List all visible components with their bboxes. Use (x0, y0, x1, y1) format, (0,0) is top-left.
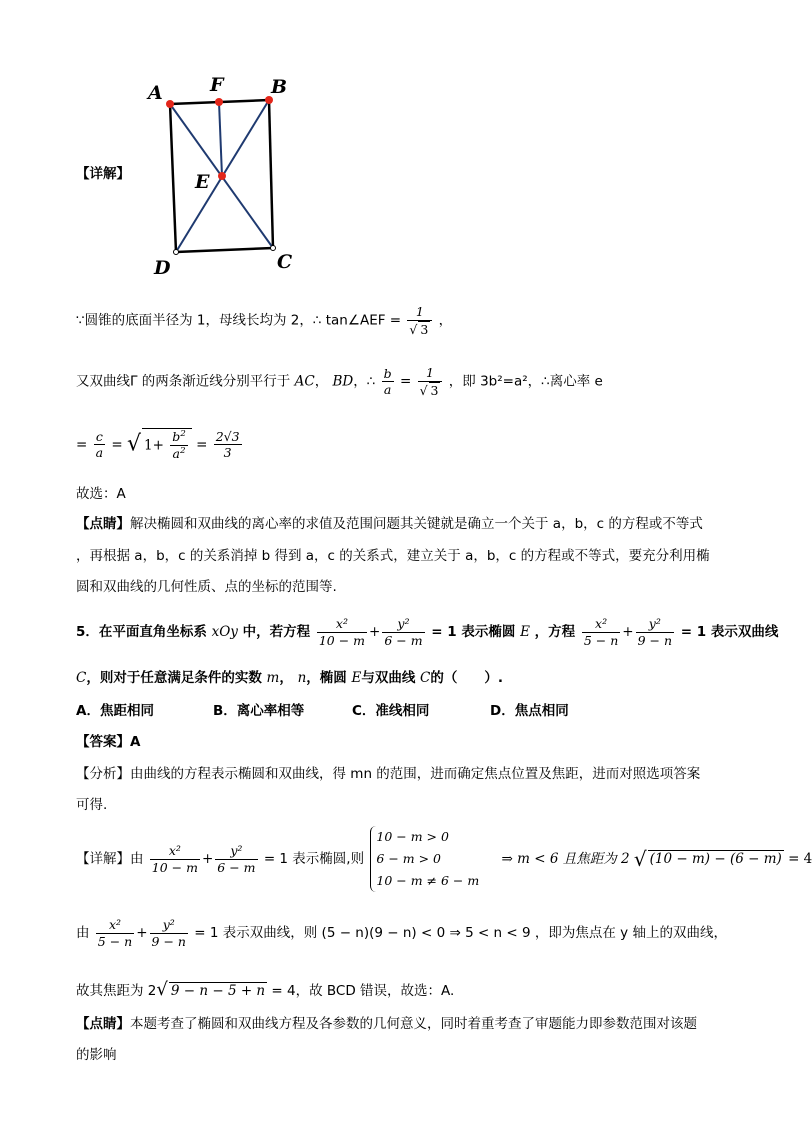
ecc-b: b (172, 429, 181, 445)
ecc-result (214, 429, 242, 461)
root3-num: 1 (426, 365, 434, 380)
comment-1-line1 (76, 516, 703, 532)
q5-frac1: $\frac{\text{x²}}{10 - m}$ (318, 616, 366, 648)
one-over-root3: $\frac{1}{√ 3}$ (418, 365, 443, 398)
label-c: C (277, 251, 293, 273)
tan-fraction: $\frac{1}{√ 3}$ (407, 304, 432, 337)
comment-1-text1: 解决椭圆和双曲线的离心率的求值及范围问题其关键就是确立一个关于 a，b，c 的方程或不等式 (130, 516, 703, 532)
label-a: A (148, 82, 163, 104)
label-d: D (154, 257, 171, 279)
asym-after: ，即 3b²=a²，∴离心率 e (448, 373, 603, 390)
h-text: = 1 表示双曲线，则 (5 − n)(9 − n) < 0 ⇒ 5 < n < 9 ，即为焦点在 y 轴上的双曲线， (194, 925, 727, 942)
asym-mid: ，∴ (353, 373, 376, 390)
ba-fraction (382, 366, 394, 398)
option-c[interactable]: C．准线相同 (352, 703, 430, 719)
focal-line: 故其焦距为 2√ 9 − n − 5 + n = 4，故 BCD 错误，故选：A. (76, 979, 455, 1000)
ecc-result-den: 3 (214, 444, 242, 461)
comment-tag-2: 【点睛】 (76, 1016, 130, 1032)
detail-2-line: 【详解】由 $\frac{\text{x²}}{10 - m}$ + $\frac{\text{y²}}{6 - m}$ = 1 表示椭圆,则 10 − m > 0 6 − m > 0 10 − m ≠ 6 − m ⇒ m < 6 且焦距为 2 √ (10 − m) − (6 − m) = 4 (76, 826, 812, 892)
radius-text: ∵圆锥的底面半径为 1，母线长均为 2，∴ tan∠AEF = (76, 312, 402, 329)
analysis-line2: 可得. (76, 797, 108, 813)
option-a[interactable]: A．焦距相同 (76, 703, 154, 719)
ecc-result-num: 2√3 (215, 428, 240, 444)
ecc-a2: a (172, 445, 180, 461)
question-5-line2: C，则对于任意满足条件的实数 m， n，椭圆 E与双曲线 C的（ ）. (76, 670, 504, 686)
option-d[interactable]: D．焦点相同 (490, 703, 569, 719)
label-b: B (271, 76, 288, 98)
tan-num: 1 (415, 304, 424, 319)
ecc-c: c (95, 428, 103, 444)
segment-fe (219, 102, 222, 176)
ecc-one-plus: 1+ (144, 437, 164, 454)
d2-radical: (10 − m) − (6 − m) (649, 851, 782, 868)
ba-den: a (382, 381, 394, 398)
focal-radical: 9 − n − 5 + n (170, 983, 266, 999)
point-f (215, 98, 223, 106)
d2-frac1: $\frac{\text{x²}}{10 - m}$ (151, 842, 198, 875)
edge-da (170, 104, 176, 252)
asym-eq: = (399, 373, 412, 390)
d2-impl: ⇒ m < 6 且焦距为 2 (501, 850, 630, 867)
edge-cd (176, 248, 273, 252)
question-5-line1: 5．在平面直角坐标系 xOy 中，若方程 $\frac{\text{x²}}{10 - m}$ + $\frac{\text{y²}}{6 - m}$ = 1 表示椭圆 E ，方程 $\frac{\text{x²}}{5 - n}$ + $\frac{\text{y²}}{9 - n}$ = 1 表示双曲线 (76, 616, 779, 648)
q5-e: E (520, 624, 530, 641)
c-over-a (94, 429, 105, 461)
q5-xoy: xOy (211, 624, 238, 641)
label-f: F (210, 74, 224, 96)
q5-eq2: = 1 表示双曲线 (680, 624, 779, 641)
point-a (166, 100, 174, 108)
radius-line (76, 304, 452, 337)
radius-tail: ， (438, 312, 453, 329)
q5-frac4: $\frac{\text{y²}}{9 - n}$ (637, 616, 673, 648)
q5-mid2: ，方程 (534, 624, 576, 641)
option-b[interactable]: B．离心率相等 (213, 703, 305, 719)
choose-a-1: 故选：A (76, 486, 126, 502)
geometry-figure (140, 68, 310, 283)
q5-mid1: 中，若方程 (242, 624, 311, 641)
detail-2-tag: 【详解】由 (76, 850, 144, 867)
answer-line: 【答案】A (76, 734, 141, 750)
comment-1-line2: ，再根据 a，b，c 的关系消掉 b 得到 a，c 的关系式，建立关于 a，b，c 的方程或不等式，要充分利用椭 (76, 548, 710, 564)
asym-bd: BD (332, 373, 354, 390)
asym-ac: AC (294, 373, 315, 390)
ba-num: b (383, 365, 392, 381)
root3-den: 3 (430, 382, 439, 398)
detail-tag-1: 【详解】 (76, 166, 130, 182)
d2-text1: = 1 表示椭圆,则 (263, 850, 365, 867)
d2-system: 10 − m > 0 6 − m > 0 10 − m ≠ 6 − m (370, 826, 479, 892)
q5-eq1: = 1 表示椭圆 (431, 624, 516, 641)
eccentricity-line: = $\frac{c}{a}$ = √ 1+ $\frac{b^2}{a^2}$ = $\frac{2√3}{3}$ (76, 428, 240, 461)
ecc-radical: 1+ $\frac{b^2}{a^2}$ (142, 428, 192, 462)
d2-frac2: $\frac{\text{y²}}{6 - m}$ (217, 842, 256, 875)
ecc-a: a (95, 445, 104, 461)
comment-2-line2: 的影响 (76, 1047, 117, 1063)
point-e (218, 172, 226, 180)
edge-bc (269, 100, 273, 248)
h-frac2: $\frac{\text{y²}}{9 - n}$ (151, 917, 186, 949)
asym-pre: 又双曲线Γ 的两条渐近线分别平行于 (76, 373, 291, 390)
comment-2-line1: 【点睛】本题考查了椭圆和双曲线方程及各参数的几何意义，同时着重考查了审题能力即参数范围对该题 (76, 1016, 697, 1032)
asymptote-line (76, 365, 603, 398)
q5-frac3: $\frac{\text{x²}}{5 - n}$ (583, 616, 619, 648)
q5-num: 5．在平面直角坐标系 (76, 624, 207, 641)
analysis-line1: 【分析】由曲线的方程表示椭圆和双曲线，得 mn 的范围，进而确定焦点位置及焦距，进而对照选项答案 (76, 766, 701, 782)
d2-eq4: = 4 (788, 850, 812, 867)
hyperbola-line: 由 $\frac{\text{x²}}{5 - n}$ + $\frac{\text{y²}}{9 - n}$ = 1 表示双曲线，则 (5 − n)(9 − n) < 0 ⇒ 5 < n < 9 ，即为焦点在 y 轴上的双曲线， (76, 917, 727, 949)
label-e: E (195, 171, 210, 193)
h-frac1: $\frac{\text{x²}}{5 - n}$ (97, 917, 133, 949)
point-c (271, 246, 276, 251)
q5-frac2: $\frac{\text{y²}}{6 - m}$ (384, 616, 423, 648)
comment-tag-1: 【点睛】 (76, 516, 130, 532)
asym-sep: ， (314, 373, 329, 390)
point-d (174, 250, 179, 255)
focal-post: = 4，故 BCD 错误，故选：A. (271, 983, 455, 999)
tan-den: 3 (420, 321, 429, 337)
comment-1-line3: 圆和双曲线的几何性质、点的坐标的范围等. (76, 579, 337, 595)
